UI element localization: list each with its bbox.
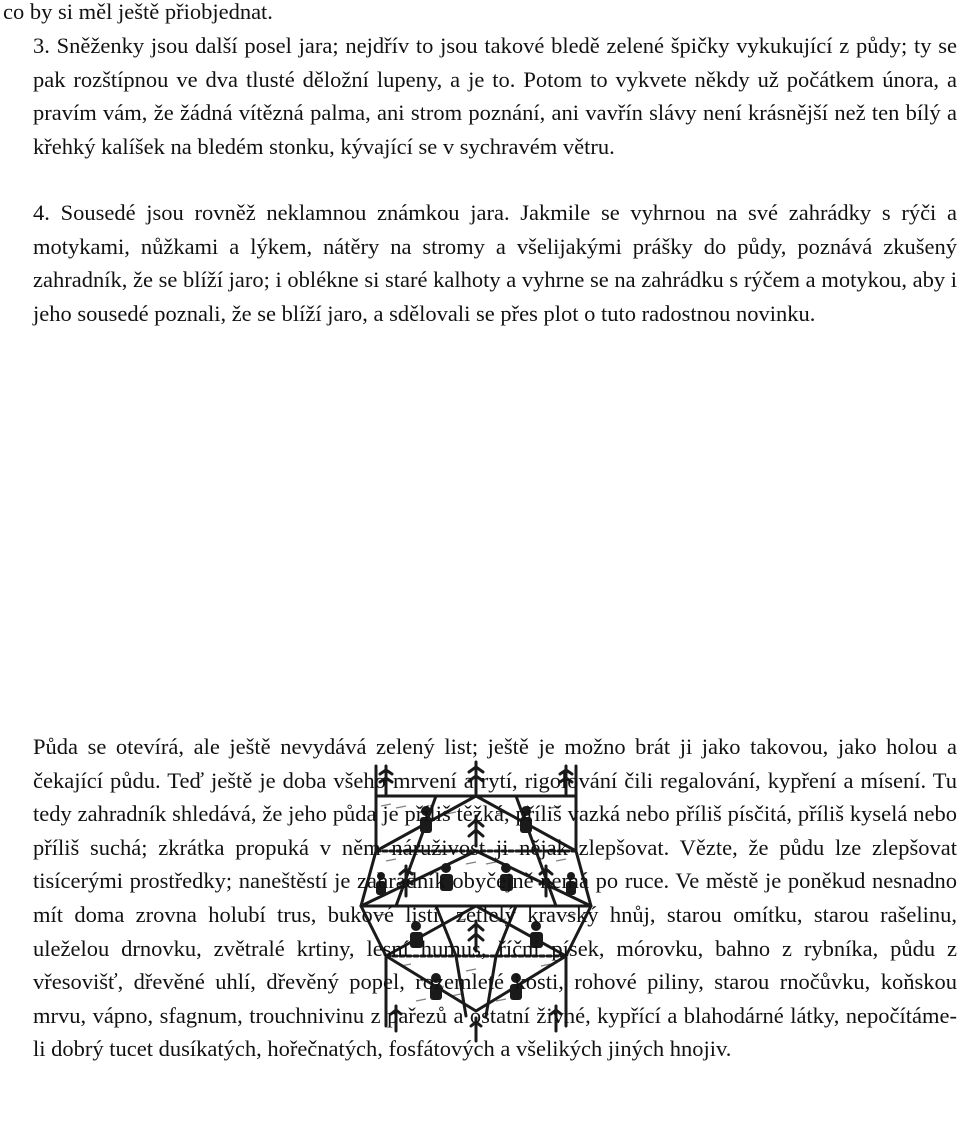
- paragraph-snowdrops: 3. Sněženky jsou další posel jara; nejdřív to jsou takové bledě zelené špičky vykukující z půdy; ty se pak rozštípnou ve dva tlusté děložní lupeny, a je to. Potom to vykvete někdy už počátkem února, a pravím vám, že žádná vítězná palma, ani strom poznání, ani vavřín slávy není krásnější než ten bílý a křehký kalíšek na bledém stonku, kývající se v sychravém větru.: [33, 33, 957, 159]
- paragraph-continuation: co by si měl ještě přiobjednat.: [3, 0, 273, 24]
- paragraph-neighbours: 4. Sousedé jsou rovněž neklamnou známkou jara. Jakmile se vyhrnou na své zahrádky s rýči a motykami, nůžkami a lýkem, nátěry na stromy a všelijakými prášky do půdy, poznává zkušený zahradník, že se blíží jaro; i oblékne si staré kalhoty a vyhrne se na zahrádku s rýčem a motykou, aby i jeho sousedé poznali, že se blíží jaro, a sdělovali se přes plot o tuto radostnou novinku.: [33, 200, 957, 326]
- paragraph-soil: Půda se otevírá, ale ještě nevydává zelený list; ještě je možno brát ji jako takovou, jako holou a čekající půdu. Teď ještě je doba všeho mrvení a rytí, rigolování čili regalování, kypření a mísení. Tu tedy zahradník shledává, že jeho půda je příliš těžká, příliš vazká nebo příliš písčitá, příliš kyselá nebo příliš suchá; zkrátka propuká v něm náruživost ji nějak zlepšovat. Vězte, že půdu lze zlepšovat tisícerými prostředky; naneštěstí je zahradník obyčejně nemá po ruce. Ve městě je poněkud nesnadno mít doma zrovna holubí trus, bukové listí, zetlelý kravský hnůj, starou omítku, starou rašelinu, uleželou drnovku, zvětralé krtiny, lesní humus, říční písek, mórovku, bahno z rybníka, půdu z vřesovišť, dřevěné uhlí, dřevěný popel, rozemleté kosti, rohové piliny, starou rnočůvku, koňskou mrvu, vápno, sfagnum, trouchnivinu z pařezů a ostatní živné, kypřící a blahodárné látky, nepočítáme-li dobrý tucet dusíkatých, hořečnatých, fosfátových a všelikých jiných hnojiv.: [33, 734, 957, 1062]
